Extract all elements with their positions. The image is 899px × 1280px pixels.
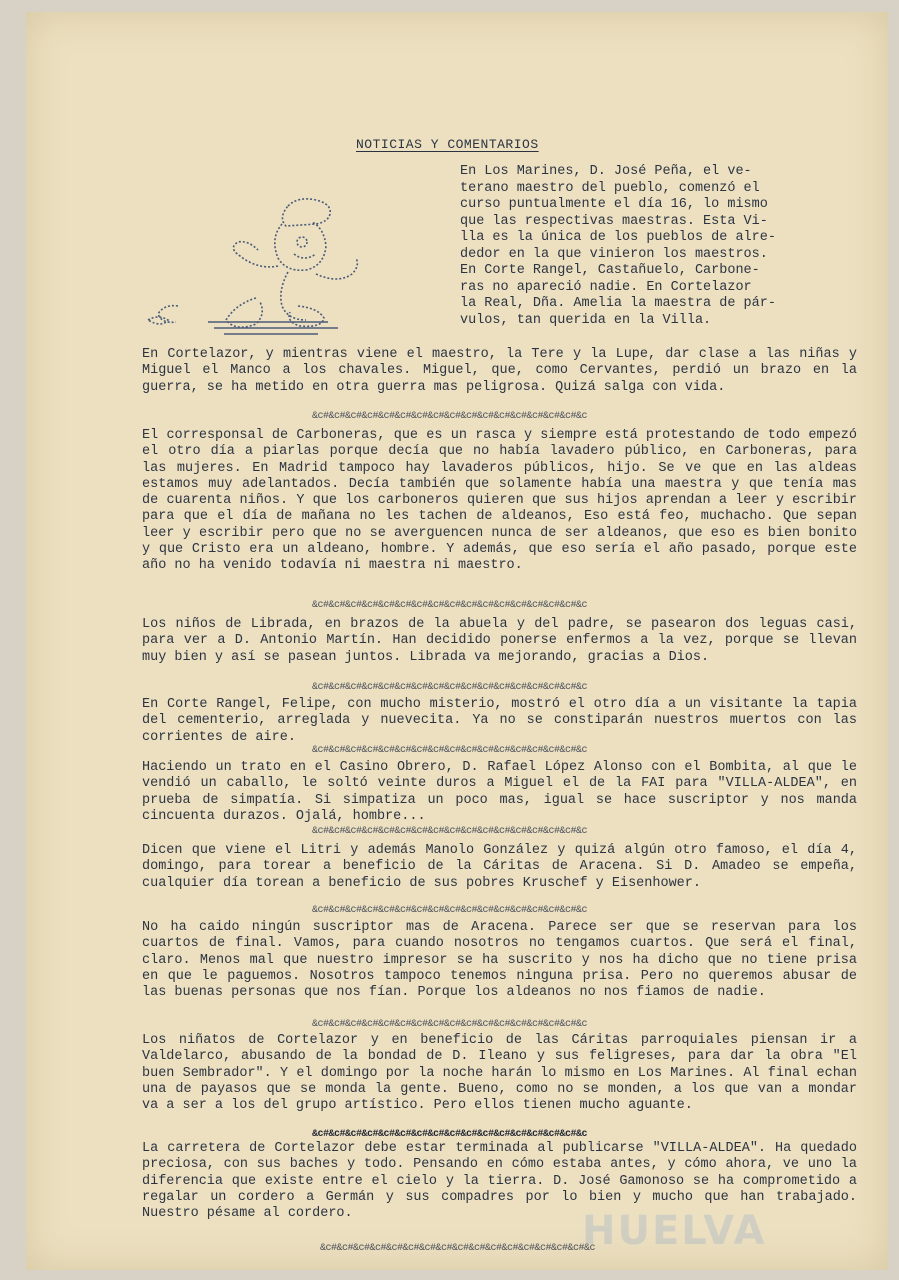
news-paragraph: No ha caido ningún suscriptor mas de Aracena. Parece ser que se reservan para los cuartos de final. Vamos, para cuando nosotros no tengamos cuartos. Que será el final, claro. Menos mal que nuestro impresor se ha suscrito y nos ha dicho que no tiene prisa en que le paguemos. Nosotros tampoco tenemos ninguna prisa. Pero no queremos abusar de las buenas personas que nos fían. Porque los aldeanos no nos fiamos de nadie. (142, 920, 857, 1001)
news-paragraph: Los niñatos de Cortelazor y en beneficio de las Cáritas parroquiales piensan ir a Valdelarco, abusando de la bondad de D. Ileano y sus feligreses, para dar la obra "El buen Sembrador". Y el domingo por la noche harán lo mismo en Los Marines. Al final echan una de payasos que se monda la gente. Bueno, como no se monden, a los que van a mondar va a ser a los del grupo artístico. Pero ellos tienen mucho aguante. (142, 1033, 857, 1114)
separator: &c#&c#&c#&c#&c#&c#&c#&c#&c#&c#&c#&c#&c#&c#&c#&c#&c (312, 745, 588, 756)
page-title: NOTICIAS Y COMENTARIOS (356, 137, 539, 152)
separator: &c#&c#&c#&c#&c#&c#&c#&c#&c#&c#&c#&c#&c#&c#&c#&c#&c (312, 1019, 588, 1030)
news-paragraph: Los niños de Librada, en brazos de la abuela y del padre, se pasearon dos leguas casi, para ver a D. Antonio Martín. Han decidido ponerse enfermos a la vez, porque se llevan muy bien y así se pasean juntos. Librada va mejorando, gracias a Dios. (142, 617, 857, 665)
separator: &c#&c#&c#&c#&c#&c#&c#&c#&c#&c#&c#&c#&c#&c#&c#&c#&c (312, 682, 588, 693)
intro-line: En Los Marines, D. José Peña, el ve- (460, 164, 752, 179)
intro-line: dedor en la que vinieron los maestros. (460, 246, 768, 262)
running-boy-illustration (138, 188, 370, 338)
intro-line: que las respectivas maestras. Esta Vi- (460, 213, 768, 229)
separator: &c#&c#&c#&c#&c#&c#&c#&c#&c#&c#&c#&c#&c#&c#&c#&c#&c (312, 905, 588, 916)
intro-line: vulos, tan querida en la Villa. (460, 312, 712, 328)
news-paragraph: Dicen que viene el Litri y además Manolo González y quizá algún otro famoso, el día 4, domingo, para torear a beneficio de la Cáritas de Aracena. Si D. Amadeo se empeña, cualquier día torean a beneficio de sus pobres Kruschef y Eisenhower. (142, 843, 857, 891)
separator: &c#&c#&c#&c#&c#&c#&c#&c#&c#&c#&c#&c#&c#&c#&c#&c#&c (312, 826, 588, 837)
separator: &c#&c#&c#&c#&c#&c#&c#&c#&c#&c#&c#&c#&c#&c#&c#&c#&c (320, 1243, 596, 1254)
separator: &c#&c#&c#&c#&c#&c#&c#&c#&c#&c#&c#&c#&c#&c#&c#&c#&c (312, 1129, 588, 1140)
intro-line: ras no apareció nadie. En Cortelazor (460, 279, 752, 295)
news-paragraph: En Corte Rangel, Felipe, con mucho misterio, mostró el otro día a un visitante la tapia del cementerio, arreglada y nuevecita. Ya no se constiparán nuestros muertos con las corrientes de aire. (142, 697, 857, 745)
intro-line: la Real, Dña. Amelia la maestra de pár- (460, 296, 776, 311)
archive-watermark: HUELVA (582, 1208, 767, 1254)
news-paragraph: La carretera de Cortelazor debe estar terminada al publicarse "VILLA-ALDEA". Ha quedado preciosa, con sus baches y todo. Pensando en cómo estaba antes, y cómo ahora, ve uno la diferencia que existe entre el cielo y la tierra. D. José Gamonoso se ha comprometido a regalar un cordero a Germán y sus compadres por lo bien y mucho que han trabajado. Nuestro pésame al cordero. (142, 1141, 857, 1222)
news-paragraph: Haciendo un trato en el Casino Obrero, D. Rafael López Alonso con el Bombita, al que le vendió un caballo, le soltó veinte duros a Miguel el de la FAI para "VILLA-ALDEA", en prueba de simpatía. Si simpatiza un poco mas, igual se hace suscriptor y nos manda cincuenta durazos. Ojalá, hombre... (142, 760, 857, 824)
intro-line: lla es la única de los pueblos de alre- (460, 230, 776, 245)
separator: &c#&c#&c#&c#&c#&c#&c#&c#&c#&c#&c#&c#&c#&c#&c#&c#&c (312, 411, 588, 422)
news-paragraph: El corresponsal de Carboneras, que es un rasca y siempre está protestando de todo empezó el otro día a piarlas porque decía que no había lavadero público, en Carboneras, para las mujeres. En Madrid tampoco hay lavaderos públicos, hijo. Se ve que en las aldeas estamos muy adelantados. Decía también que solamente había una maestra y que tenía mas de cuarenta niños. Y que los carboneros quieren que sus hijos aprendan a leer y escribir para que el día de mañana no les tachen de aldeanos, Eso está feo, muchacho. Que sepan leer y escribir pero que no se averguencen nunca de ser aldeanos, que eso es bien bonito y que Cristo era un aldeano, hombre. Y además, que eso sería el año pasado, porque este año no ha venido todavía ni maestra ni maestro. (142, 428, 857, 574)
intro-line: En Corte Rangel, Castañuelo, Carbone- (460, 263, 760, 278)
intro-line: curso puntualmente el día 16, lo mismo (460, 197, 768, 212)
intro-line: terano maestro del pueblo, comenzó el (460, 180, 760, 196)
news-paragraph: En Cortelazor, y mientras viene el maestro, la Tere y la Lupe, dar clase a las niñas y Miguel el Manco a los chavales. Miguel, que, como Cervantes, perdió un brazo en la guerra, se ha metido en otra guerra mas peligrosa. Quizá salga con vida. (142, 347, 857, 395)
intro-column (460, 164, 850, 329)
separator: &c#&c#&c#&c#&c#&c#&c#&c#&c#&c#&c#&c#&c#&c#&c#&c#&c (312, 600, 588, 611)
